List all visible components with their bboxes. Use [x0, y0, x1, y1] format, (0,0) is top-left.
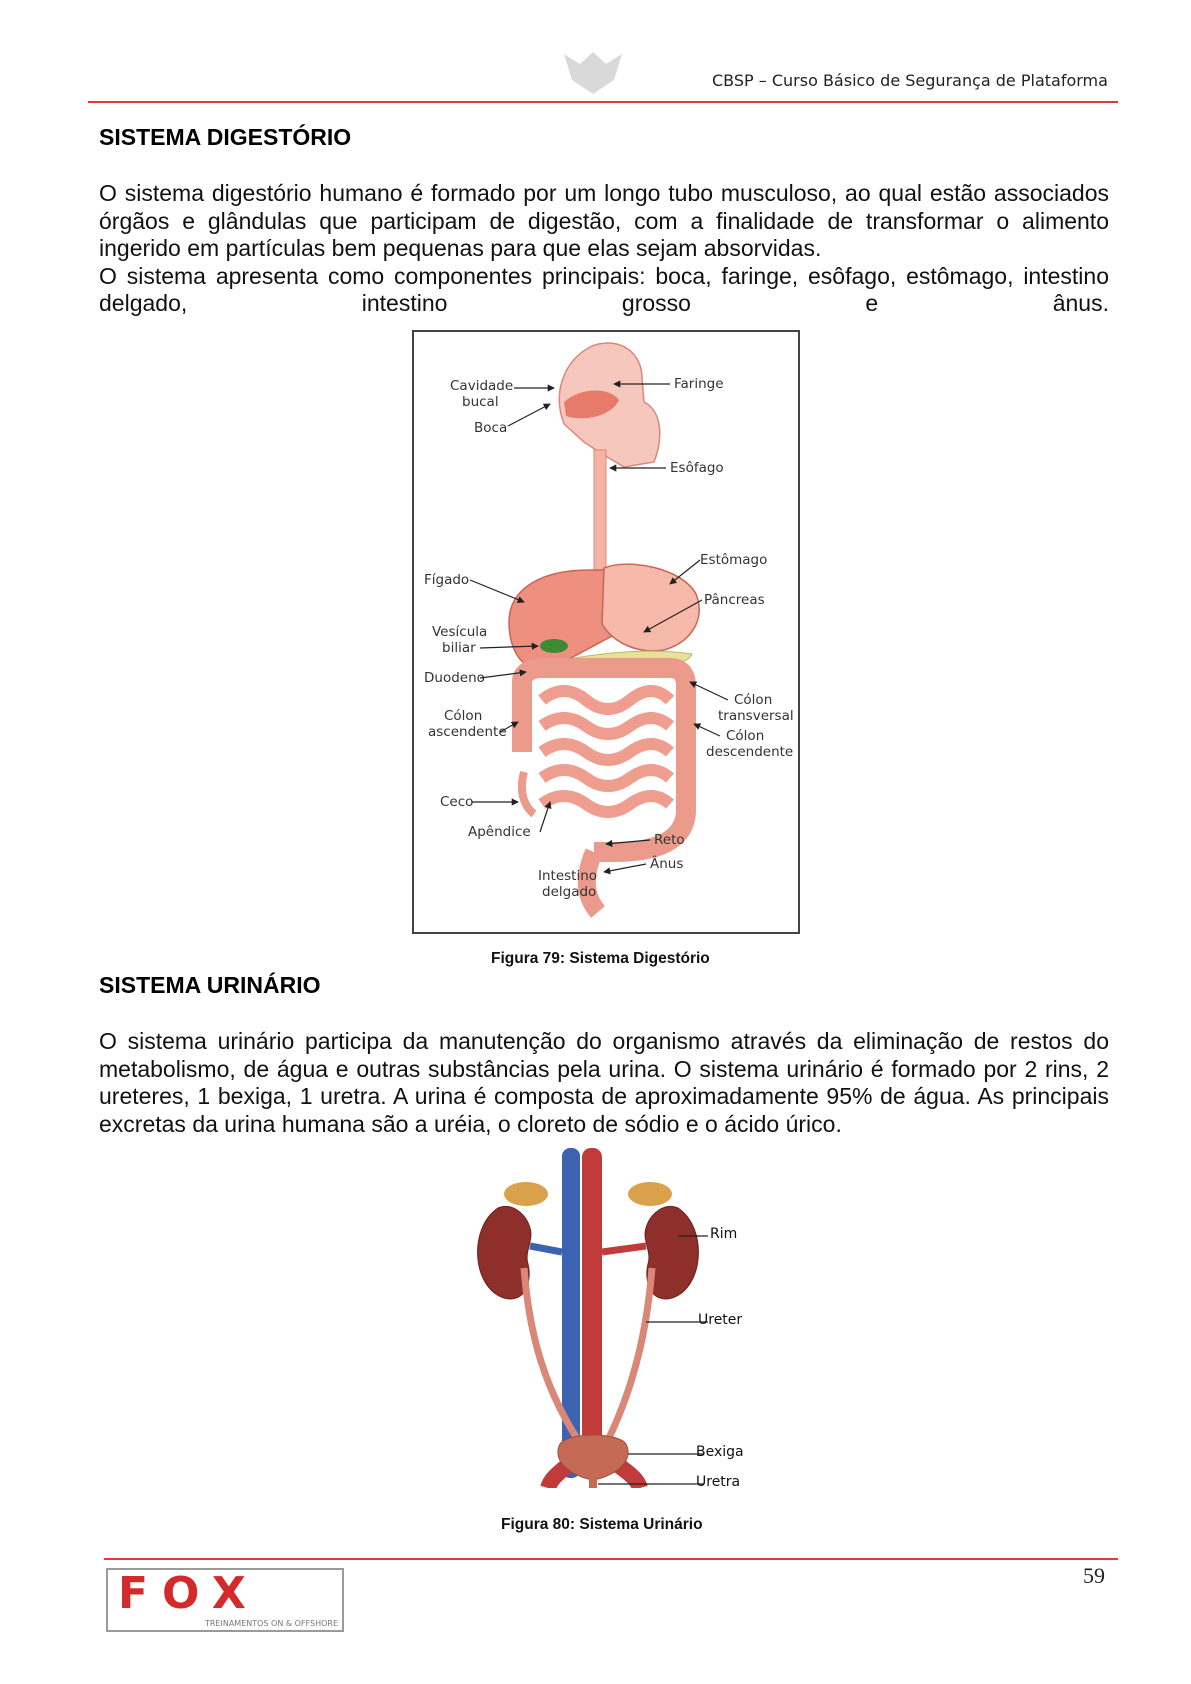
esophagus-shape [594, 450, 606, 570]
label-delgado: delgado [542, 884, 597, 900]
fox-watermark-icon [560, 48, 626, 98]
footer-divider [104, 1558, 1118, 1560]
label-colon-ascendente-2: ascendente [428, 724, 507, 740]
label-boca: Boca [474, 420, 508, 436]
label-bexiga: Bexiga [696, 1444, 744, 1460]
urinary-paragraph: O sistema urinário participa da manutenção do organismo através da eliminação de restos do metabolismo, de água e outras substâncias pela urina. O sistema urinário é formado por 2 rins, 2 ureteres, 1 bexiga, 1 uretra. A urina é composta de aproximadamente 95% de água. As principais excretas da urina humana são a uréia, o cloreto de sódio e o ácido úrico. [99, 1028, 1109, 1137]
label-ureter: Ureter [698, 1312, 743, 1328]
label-pancreas: Pâncreas [704, 592, 765, 608]
label-figado: Fígado [424, 572, 470, 588]
label-esofago: Esôfago [670, 460, 724, 476]
label-reto: Reto [654, 832, 685, 848]
label-colon-transversal-2: transversal [718, 708, 794, 724]
label-estomago: Estômago [700, 552, 768, 568]
header-divider [88, 101, 1118, 103]
label-bucal: bucal [462, 394, 499, 410]
page-number: 59 [1083, 1563, 1105, 1588]
stomach-shape [602, 564, 699, 651]
label-anus: Ânus [650, 856, 684, 872]
left-adrenal-shape [504, 1182, 548, 1206]
label-uretra: Uretra [696, 1474, 741, 1490]
digestive-paragraph-2: O sistema apresenta como componentes principais: boca, faringe, esôfago, estômago, intestino delgado, intestino grosso e ânus. [99, 262, 1109, 316]
label-vesicula: Vesícula [432, 624, 488, 640]
label-colon-ascendente-1: Cólon [444, 708, 483, 724]
label-rim: Rim [710, 1226, 738, 1242]
label-colon-descendente-1: Cólon [726, 728, 765, 744]
digestive-figure-caption: Figura 79: Sistema Digestório [491, 950, 710, 967]
urinary-section-title: SISTEMA URINÁRIO [99, 972, 321, 998]
urinary-figure-caption: Figura 80: Sistema Urinário [501, 1516, 703, 1533]
right-adrenal-shape [628, 1182, 672, 1206]
fox-logo-text: FOX [118, 1568, 260, 1619]
label-intestino: Intestino [538, 868, 598, 884]
appendix-shape [522, 772, 534, 814]
label-ceco: Ceco [440, 794, 474, 810]
course-title: CBSP – Curso Básico de Segurança de Plataforma [712, 71, 1108, 90]
aorta-shape [582, 1148, 602, 1448]
label-colon-descendente-2: descendente [706, 744, 794, 760]
label-colon-transversal-1: Cólon [734, 692, 773, 708]
digestive-text [99, 180, 1109, 318]
label-apendice: Apêndice [468, 824, 531, 840]
digestive-system-illustration [414, 332, 798, 932]
fox-logo [106, 1568, 344, 1632]
label-cavidade: Cavidade [450, 378, 514, 394]
digestive-section-title: SISTEMA DIGESTÓRIO [99, 124, 352, 150]
label-biliar: biliar [442, 640, 476, 656]
right-ureter-shape [608, 1268, 652, 1440]
gallbladder-shape [540, 639, 568, 653]
label-faringe: Faringe [674, 376, 724, 392]
label-duodeno: Duodeno [424, 670, 485, 686]
digestive-figure [412, 330, 800, 934]
digestive-paragraph-1: O sistema digestório humano é formado por um longo tubo musculoso, ao qual estão associados órgãos e glândulas que participam de digestão, com a finalidade de transformar o alimento ingerido em partículas bem pequenas para que elas sejam absorvidas. [99, 180, 1109, 261]
urethra-shape [589, 1478, 597, 1488]
small-intestine-shape [542, 691, 670, 812]
fox-logo-tagline: TREINAMENTOS ON & OFFSHORE [204, 1619, 338, 1628]
